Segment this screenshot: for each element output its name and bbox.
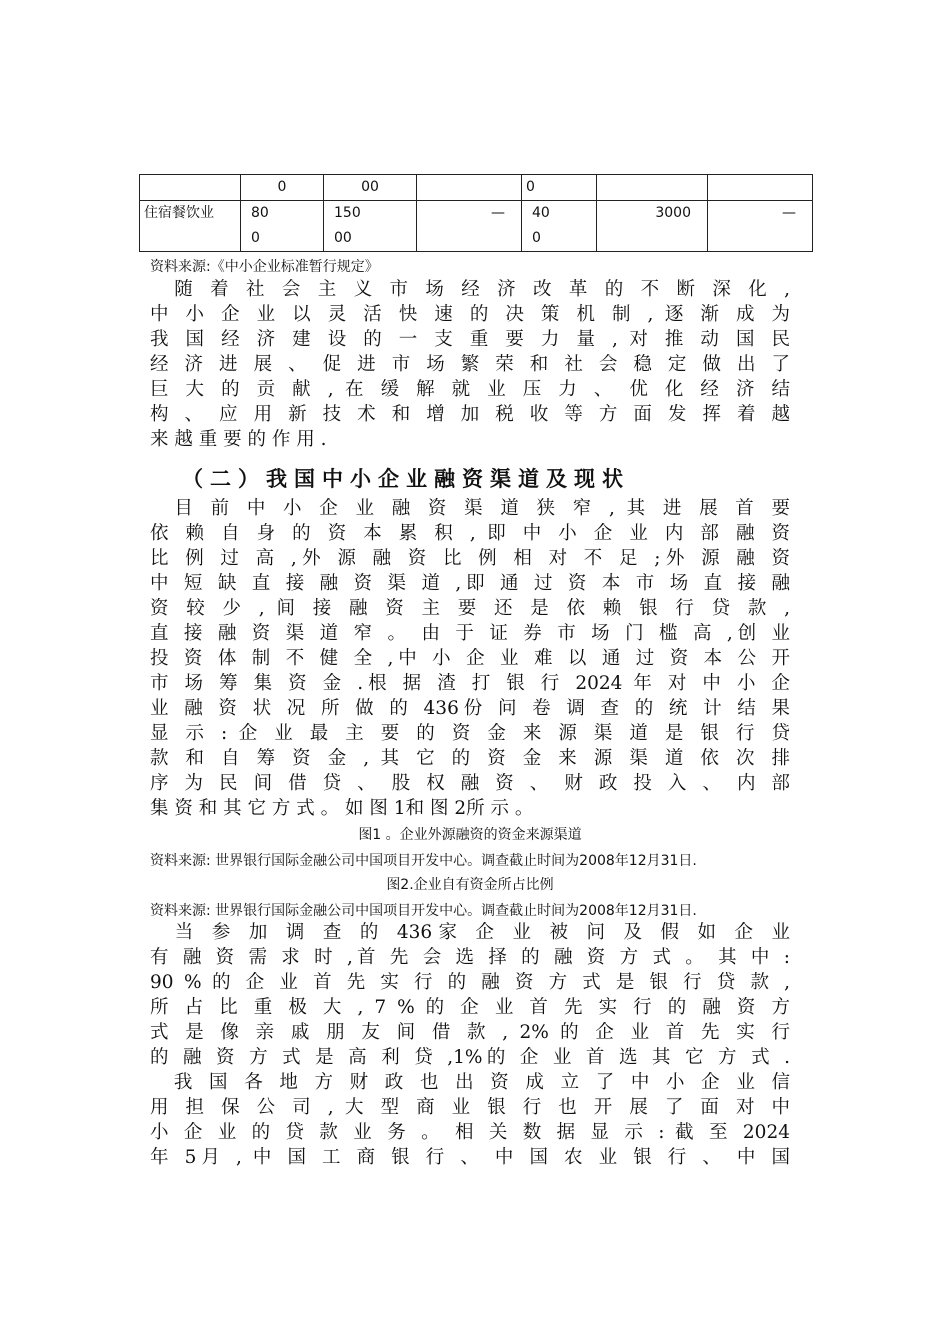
paragraph-3 [150, 920, 790, 1070]
table-cell: 0 [241, 175, 324, 201]
text-line: 款 和 自 筹 资 金 , 其 它 的 资 金 来 源 渠 道 依 次 排 [150, 748, 790, 769]
text-line: 比 例 过 高 ,外 源 融 资 比 例 相 对 不 足 ;外 源 融 资 [150, 548, 790, 569]
table-row [140, 201, 813, 252]
table-cell [241, 201, 324, 252]
text-line: 显 示 : 企 业 最 主 要 的 资 金 来 源 渠 道 是 银 行 贷 [150, 723, 790, 744]
table-cell: 0 [522, 175, 597, 201]
text-line: 序 为 民 间 借 贷 、 股 权 融 资 、 财 政 投 入 、 内 部 [150, 773, 790, 794]
figure-1-caption: 图1 。企业外源融资的资金来源渠道 [358, 827, 582, 843]
text-line: 集 资 和 其 它 方 式 。 如 图 1和 图 2所 示 。 [150, 798, 534, 819]
table-cell: 3000 [597, 201, 708, 252]
paragraph-1 [150, 277, 790, 452]
text-line: 构 、 应 用 新 技 术 和 增 加 税 收 等 方 面 发 挥 着 越 [150, 404, 790, 425]
figure-1-source: 资料来源: 世界银行国际金融公司中国项目开发中心。调查截止时间为2008年12月31日. [150, 853, 697, 869]
table-cell [708, 175, 813, 201]
text-line: 我 国 经 济 建 设 的 一 支 重 要 力 量 , 对 推 动 国 民 [150, 329, 790, 350]
table-cell [597, 175, 708, 201]
text-line: 90 % 的 企 业 首 先 实 行 的 融 资 方 式 是 银 行 贷 款 , [150, 972, 790, 993]
text-line: 有 融 资 需 求 时 ,首 先 会 选 择 的 融 资 方 式 。 其 中 : [150, 947, 790, 968]
text-line: 市 场 筹 集 资 金 .根 据 渣 打 银 行 2024 年 对 中 小 企 [150, 673, 790, 694]
text-line: 当 参 加 调 查 的 436家 企 业 被 问 及 假 如 企 业 [150, 922, 790, 943]
text-line: 所 占 比 重 极 大 , 7 % 的 企 业 首 先 实 行 的 融 资 方 [150, 997, 790, 1018]
table-cell [522, 201, 597, 252]
table-cell-value: 150 00 [334, 205, 361, 246]
text-line: 目 前 中 小 企 业 融 资 渠 道 狭 窄 , 其 进 展 首 要 [150, 498, 790, 519]
table-cell [417, 175, 522, 201]
text-line: 随 着 社 会 主 义 市 场 经 济 改 革 的 不 断 深 化 , [150, 279, 790, 300]
text-line: 业 融 资 状 况 所 做 的 436份 问 卷 调 查 的 统 计 结 果 [150, 698, 790, 719]
table-cell: — [417, 201, 522, 252]
table-cell [324, 201, 417, 252]
text-line: 式 是 像 亲 戚 朋 友 间 借 款 , 2% 的 企 业 首 先 实 行 [150, 1022, 790, 1043]
text-line: 来 越 重 要 的 作 用 . [150, 429, 327, 450]
table-source-note: 资料来源:《中小企业标准暂行规定》 [150, 259, 379, 275]
text-line: 经 济 进 展 、 促 进 市 场 繁 荣 和 社 会 稳 定 做 出 了 [150, 354, 790, 375]
section-heading: （二）我国中小企业融资渠道及现状 [182, 467, 630, 491]
paragraph-4 [150, 1070, 790, 1170]
text-line: 投 资 体 制 不 健 全 ,中 小 企 业 难 以 通 过 资 本 公 开 [150, 648, 790, 669]
text-line: 依 赖 自 身 的 资 本 累 积 , 即 中 小 企 业 内 部 融 资 [150, 523, 790, 544]
table-cell [140, 175, 241, 201]
text-line: 我 国 各 地 方 财 政 也 出 资 成 立 了 中 小 企 业 信 [150, 1072, 790, 1093]
text-line: 用 担 保 公 司 , 大 型 商 业 银 行 也 开 展 了 面 对 中 [150, 1097, 790, 1118]
table-cell: — [708, 201, 813, 252]
text-line: 年 5月 , 中 国 工 商 银 行 、 中 国 农 业 银 行 、 中 国 [150, 1147, 790, 1168]
text-line: 直 接 融 资 渠 道 窄 。 由 于 证 券 市 场 门 槛 高 ,创 业 [150, 623, 790, 644]
table-cell: 00 [324, 175, 417, 201]
table-cell-value: 80 0 [251, 205, 269, 246]
table-row [140, 175, 813, 201]
text-line: 的 融 资 方 式 是 高 利 贷 ,1%的 企 业 首 选 其 它 方 式 . [150, 1047, 790, 1068]
text-line: 中 短 缺 直 接 融 资 渠 道 ,即 通 过 资 本 市 场 直 接 融 [150, 573, 790, 594]
enterprise-size-table [139, 174, 813, 252]
table-cell: 住宿餐饮业 [140, 201, 241, 252]
table-cell-value: 40 0 [532, 205, 550, 246]
text-line: 中 小 企 业 以 灵 活 快 速 的 决 策 机 制 , 逐 渐 成 为 [150, 304, 790, 325]
text-line: 小 企 业 的 贷 款 业 务 。 相 关 数 据 显 示 : 截 至 2024 [150, 1122, 790, 1143]
text-line: 资 较 少 , 间 接 融 资 主 要 还 是 依 赖 银 行 贷 款 , [150, 598, 790, 619]
text-line: 巨 大 的 贡 献 , 在 缓 解 就 业 压 力 、 优 化 经 济 结 [150, 379, 790, 400]
figure-2-caption: 图2.企业自有资金所占比例 [386, 877, 554, 893]
figure-2-source: 资料来源: 世界银行国际金融公司中国项目开发中心。调查截止时间为2008年12月31日. [150, 903, 697, 919]
paragraph-2 [150, 496, 790, 821]
